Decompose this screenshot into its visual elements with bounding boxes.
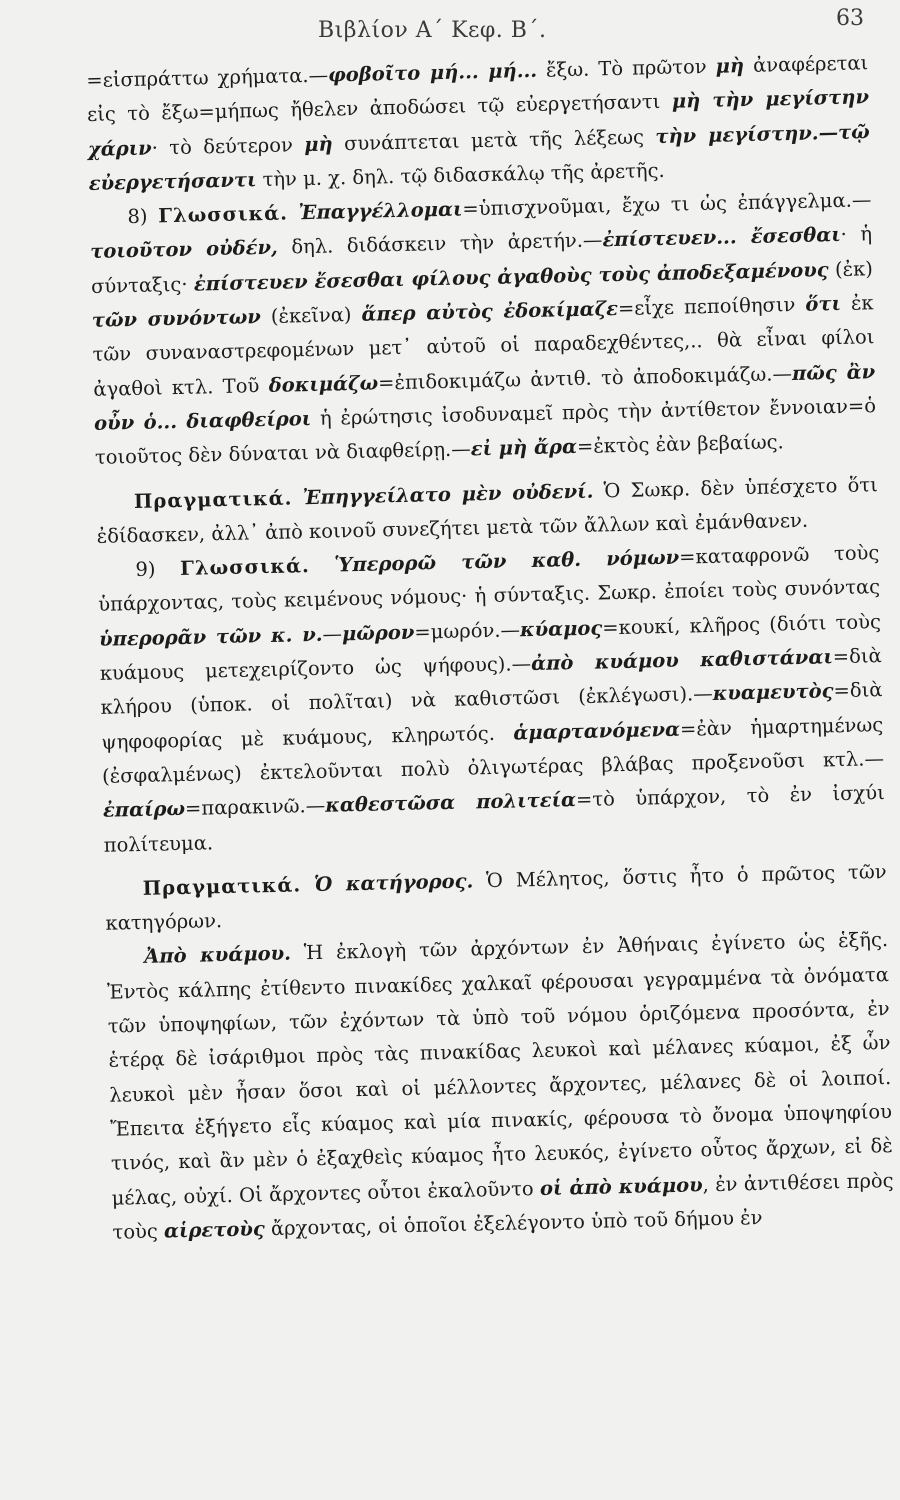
- paragraph-lot-election: [106, 923, 895, 1249]
- gloss-text: ἐκ τῶν συναναστρεφομένων μετ᾽ αὐτοῦ οἱ παραδεχθέντες,.. θὰ εἶναι φίλοι ἀγαθοὶ κτλ. Τοῦ: [92, 291, 875, 401]
- lemma-text: ἐπίστευεν ἔσεσθαι φίλους ἀγαθοὺς τοὺς ἀποδεξαμένους: [193, 257, 829, 296]
- gloss-text: Ἡ ἐκλογὴ τῶν ἀρχόντων ἐν Ἀθήναις ἐγίνετο ὡς ἑξῆς. Ἐντὸς κάλπης ἐτίθεντο πινακίδες χαλκαῖ φέρουσαι γεγραμμένα τὰ ὀνόματα τῶν ὑποψηφίων, τῶν ἐχόντων τὰ ὑπὸ τοῦ νόμου ὁριζόμενα προσόντα, ἐν ἑτέρᾳ δὲ ἰσάριθμοι πρὸς τὰς πινακίδας λευκοὶ καὶ μέλανες κύαμοι, ἐξ ὧν λευκοὶ μὲν ἦσαν ὅσοι καὶ οἱ μέλλοντες ἄρχοντες, μέλανες δὲ οἱ λοιποί. Ἔπειτα ἐξήγετο εἷς κύαμος καὶ μία πινακίς, φέρουσα τὸ ὄνομα ὑποψηφίου τινός, καὶ ἂν μὲν ὁ ἐξαχθεὶς κύαμος ἦτο λευκός, ἐγίνετο οὗτος ἄρχων, εἰ δὲ μέλας, οὐχί. Οἱ ἄρχοντες οὗτοι ἐκαλοῦντο: [106, 928, 894, 1210]
- lemma-text: μῶρον: [341, 620, 415, 646]
- gloss-text: δηλ. διδάσκειν τὴν ἀρετήν.—: [277, 228, 603, 260]
- gloss-text: ἔξω. Τὸ πρῶτον: [536, 54, 716, 82]
- section-heading: Πραγματικά.: [133, 485, 293, 513]
- lemma-text: μὴ: [715, 54, 745, 78]
- lemma-text: τῶν συνόντων: [91, 305, 262, 333]
- gloss-text: ἀναφέρεται εἰς τὸ ἔξω=μήπως ἤθελεν ἀποδώσει τῷ εὐεργετήσαντι: [86, 51, 869, 127]
- gloss-text: =ἐὰν ἡμαρτημένως (ἐσφαλμένως) ἐκτελοῦνται πολὺ ὀλιγωτέρας βλάβας προξενοῦσι κτλ.—: [101, 712, 885, 788]
- gloss-text: —: [322, 622, 343, 646]
- paragraph-8-linguistic: [89, 183, 877, 475]
- lemma-text: καθεστῶσα πολιτεία: [324, 788, 577, 817]
- lemma-text: ἅπερ αὐτὸς ἐδοκίμαζε: [361, 297, 619, 326]
- gloss-text: Ὁ Σωκρ. δὲν ὑπέσχετο ὅτι ἐδίδασκεν, ἀλλ᾽ ἀπὸ κοινοῦ συνεζήτει μετὰ τῶν ἄλλων καὶ ἐμάνθανεν.: [96, 472, 878, 548]
- lemma-text: δοκιμάζω: [268, 371, 379, 397]
- gloss-text: =ὑπισχνοῦμαι, ἔχω τι ὡς ἐπάγγελμα.—: [462, 188, 872, 221]
- body-text: [86, 46, 895, 1250]
- lemma-text: ἁμαρτανόμενα: [513, 717, 681, 745]
- lemma-text: Ἀπὸ κυάμου.: [144, 942, 292, 969]
- gloss-text: ἄρχοντας, οἱ ὁποῖοι ἐξελέγοντο ὑπὸ τοῦ δήμου ἐν: [264, 1205, 763, 1241]
- lemma-text: Ἐπηγγείλατο μὲν οὐδενί.: [302, 479, 594, 509]
- paragraph-9-linguistic: [97, 536, 886, 862]
- lemma-text: πῶς ἂν οὖν ὁ... διαφθείροι: [93, 359, 876, 435]
- running-title: Βιβλίον Α΄ Κεφ. Β΄.: [318, 18, 547, 43]
- lemma-text: Ὑπερορῶ τῶν καθ. νόμων: [334, 545, 680, 577]
- lemma-text: ὑπερορᾶν τῶν κ. ν.: [98, 622, 323, 651]
- lemma-text: κυαμευτὸς: [712, 679, 834, 706]
- lemma-text: Ἐπαγγέλλομαι: [298, 197, 463, 225]
- page-number: 63: [836, 6, 864, 31]
- section-heading: Πραγματικά.: [142, 873, 302, 900]
- gloss-text: =μωρόν.—: [414, 618, 521, 644]
- gloss-text: [292, 486, 303, 509]
- gloss-text: · τὸ δεύτερον: [151, 132, 305, 160]
- lemma-text: τοιοῦτον οὐδέν,: [90, 236, 279, 264]
- running-header: [0, 4, 900, 44]
- lemma-text: εἰ μὴ ἄρα: [470, 435, 578, 461]
- gloss-text: (ἐκ): [828, 256, 874, 281]
- gloss-text: =εἶχε πεποίθησιν: [617, 292, 806, 321]
- lemma-text: ἐπίστευεν... ἔσεσθαι: [602, 223, 841, 252]
- gloss-text: [310, 554, 335, 578]
- gloss-text: ἡ ἐρώτησις ἰσοδυναμεῖ πρὸς τὴν ἀντίθετον ἔννοιαν=ὁ τοιοῦτος δὲν δύναται νὰ διαφθείρῃ.—: [94, 394, 877, 470]
- lemma-text: ἀπὸ κυάμου καθιστάναι: [530, 645, 833, 676]
- lemma-text: αἱρετοὺς: [163, 1217, 266, 1243]
- gloss-text: =καταφρονῶ τοὺς ὑπάρχοντας, τοὺς κειμένους νόμους· ἡ σύνταξις. Σωκρ. ἐποίει τοὺς συνόντας: [98, 541, 881, 617]
- lemma-text: τὴν μεγίστην.—τῷ εὐεργετήσαντι: [88, 119, 870, 195]
- gloss-text: =ἐκτὸς ἐὰν βεβαίως.: [576, 430, 785, 459]
- lemma-text: κύαμος: [519, 616, 603, 642]
- gloss-text: [288, 201, 299, 224]
- lemma-text: ὅτι: [805, 292, 842, 316]
- gloss-text: (ἐκεῖνα): [260, 302, 362, 329]
- gloss-text: 8): [127, 204, 159, 229]
- lemma-text: Ὁ κατήγορος.: [313, 869, 474, 896]
- gloss-text: · ἡ σύνταξις·: [90, 222, 873, 298]
- section-heading: Γλωσσικά.: [157, 201, 289, 228]
- lemma-text: μὴ τὴν μεγίστην χάριν: [87, 85, 870, 161]
- gloss-text: =διὰ ψηφοφορίας μὲ κυάμους, κληρωτός.: [101, 678, 883, 754]
- gloss-text: 9): [135, 557, 181, 582]
- gloss-text: =ἐπιδοκιμάζω ἀντιθ. τὸ ἀποδοκιμάζω.—: [377, 361, 793, 395]
- gloss-text: [301, 873, 314, 896]
- lemma-text: μὴ: [303, 132, 333, 156]
- gloss-text: =εἰσπράττω χρήματα.—: [86, 63, 329, 92]
- gloss-text: τὴν μ. χ. δηλ. τῷ διδασκάλῳ τῆς ἀρετῆς.: [256, 158, 665, 192]
- gloss-text: , ἐν ἀντιθέσει πρὸς τοὺς: [112, 1168, 894, 1244]
- gloss-text: =κουκί, κλῆρος (διότι τοὺς κυάμους μετεχειρίζοντο ὡς ψήφους).—: [99, 609, 882, 685]
- lemma-text: ἐπαίρω: [102, 797, 186, 823]
- gloss-text: =παρακινῶ.—: [184, 794, 326, 821]
- paragraph-note-continued: [86, 46, 871, 201]
- gloss-text: Ὁ Μέλητος, ὅστις ἦτο ὁ πρῶτος τῶν κατηγόρων.: [105, 859, 887, 935]
- section-heading: Γλωσσικά.: [179, 554, 311, 581]
- gloss-text: συνάπτεται μετὰ τῆς λέξεως: [332, 124, 656, 156]
- lemma-text: οἱ ἀπὸ κυάμου: [539, 1172, 703, 1200]
- gloss-text: =τὸ ὑπάρχον, τὸ ἐν ἰσχύι πολίτευμα.: [103, 781, 886, 857]
- gloss-text: =διὰ κλήρου (ὑποκ. οἱ πολῖται) νὰ καθιστῶσι (ἐκλέγωσι).—: [100, 644, 882, 720]
- lemma-text: φοβοῖτο μή... μή...: [327, 58, 538, 87]
